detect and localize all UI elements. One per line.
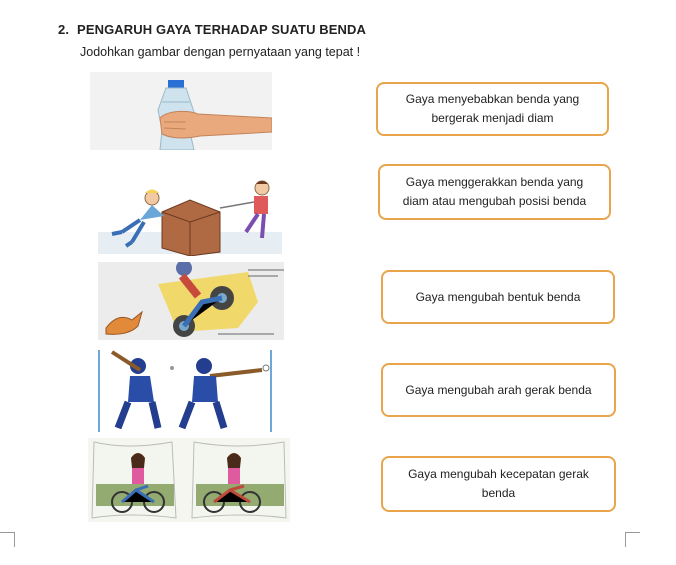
statement-box-2 xyxy=(378,164,611,220)
squeezed-bottle-icon xyxy=(90,72,272,150)
baseball-batter-icon xyxy=(98,350,274,432)
statement-box-4 xyxy=(381,363,616,417)
statement-3-line-1: Gaya mengubah bentuk benda xyxy=(415,289,581,304)
motorbike-crash-icon xyxy=(98,262,284,340)
question-title-text: PENGARUH GAYA TERHADAP SUATU BENDA xyxy=(77,22,367,37)
question-instruction: Jodohkan gambar dengan pernyataan yang tepat ! xyxy=(80,45,361,59)
statement-box-1 xyxy=(376,82,609,136)
statement-box-5 xyxy=(381,456,616,512)
question-title xyxy=(58,22,366,37)
tug-of-war-box-icon xyxy=(98,160,282,256)
page-corner-mark-left xyxy=(0,532,15,547)
statement-4-line-1: Gaya mengubah arah gerak benda xyxy=(405,382,592,397)
statement-2-line-2: diam atau mengubah posisi benda xyxy=(402,194,587,208)
statement-5-line-2: benda xyxy=(481,486,516,500)
page-corner-mark-right xyxy=(625,532,640,547)
girl-cycling-icon xyxy=(88,438,290,522)
statement-1-line-2: bergerak menjadi diam xyxy=(431,111,554,125)
question-number: 2. xyxy=(58,22,70,37)
statement-1-line-1: Gaya menyebabkan benda yang xyxy=(405,92,580,106)
statement-2-line-1: Gaya menggerakkan benda yang xyxy=(405,175,584,189)
statement-box-3 xyxy=(381,270,615,324)
statement-5-line-1: Gaya mengubah kecepatan gerak xyxy=(408,467,589,481)
